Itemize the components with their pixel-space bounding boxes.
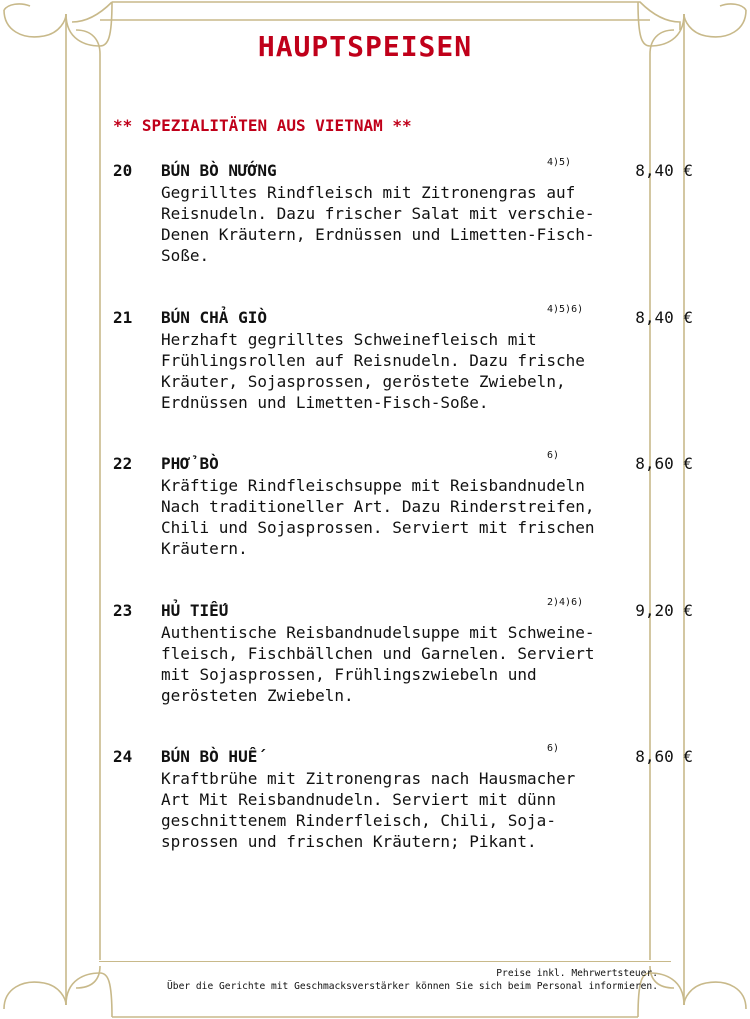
item-description: Authentische Reisbandnudelsuppe mit Schweine- fleisch, Fischbällchen und Garnelen. Serviert mit Sojasprossen, Frühlingszwiebeln und gerösteten Zwiebeln.: [161, 623, 595, 705]
item-price: 8,60 €: [635, 747, 693, 766]
item-number: 21: [113, 308, 133, 327]
item-price: 8,40 €: [635, 308, 693, 327]
item-name: BÚN BÒ HUẾ: [161, 747, 258, 766]
item-price: 8,40 €: [635, 161, 693, 180]
item-price: 9,20 €: [635, 601, 693, 620]
item-number: 22: [113, 454, 133, 473]
item-allergens: 6): [547, 743, 560, 754]
footer-flavor-enhancer-note: Über die Gerichte mit Geschmacksverstärker können Sie sich beim Personal informieren.: [167, 981, 658, 992]
item-name: BÚN BÒ NƯỚNG: [161, 161, 277, 180]
item-name: BÚN CHẢ GIÒ: [161, 308, 267, 327]
item-allergens: 6): [547, 450, 560, 461]
footer-divider: [99, 961, 671, 962]
item-allergens: 4)5): [547, 157, 572, 168]
item-price: 8,60 €: [635, 454, 693, 473]
footer-note: [167, 967, 658, 993]
item-description: Kraftbrühe mit Zitronengras nach Hausmacher Art Mit Reisbandnudeln. Serviert mit dünn geschnittenem Rinderfleisch, Chili, Soja- sprossen und frischen Kräutern; Pikant.: [161, 769, 576, 851]
item-number: 23: [113, 601, 133, 620]
section-heading: ** SPEZIALITÄTEN AUS VIETNAM **: [113, 116, 412, 135]
item-number: 24: [113, 747, 133, 766]
item-number: 20: [113, 161, 133, 180]
item-name: PHỞ BÒ: [161, 454, 219, 473]
item-allergens: 2)4)6): [547, 597, 584, 608]
item-description: Gegrilltes Rindfleisch mit Zitronengras auf Reisnudeln. Dazu frischer Salat mit verschie- Denen Kräutern, Erdnüssen und Limetten-Fisch- Soße.: [161, 183, 595, 265]
item-description: Kräftige Rindfleischsuppe mit Reisbandnudeln Nach traditioneller Art. Dazu Rinderstreifen, Chili und Sojasprossen. Serviert mit frischen Kräutern.: [161, 476, 595, 558]
footer-vat-note: Preise inkl. Mehrwertsteuer.: [496, 968, 658, 979]
item-allergens: 4)5)6): [547, 304, 584, 315]
page-title: HAUPTSPEISEN: [257, 30, 473, 63]
item-description: Herzhaft gegrilltes Schweinefleisch mit Frühlingsrollen auf Reisnudeln. Dazu frische Kräuter, Sojasprossen, geröstete Zwiebeln, Erdnüssen und Limetten-Fisch-Soße.: [161, 330, 585, 412]
item-name: HỦ TIẾU: [161, 601, 229, 620]
